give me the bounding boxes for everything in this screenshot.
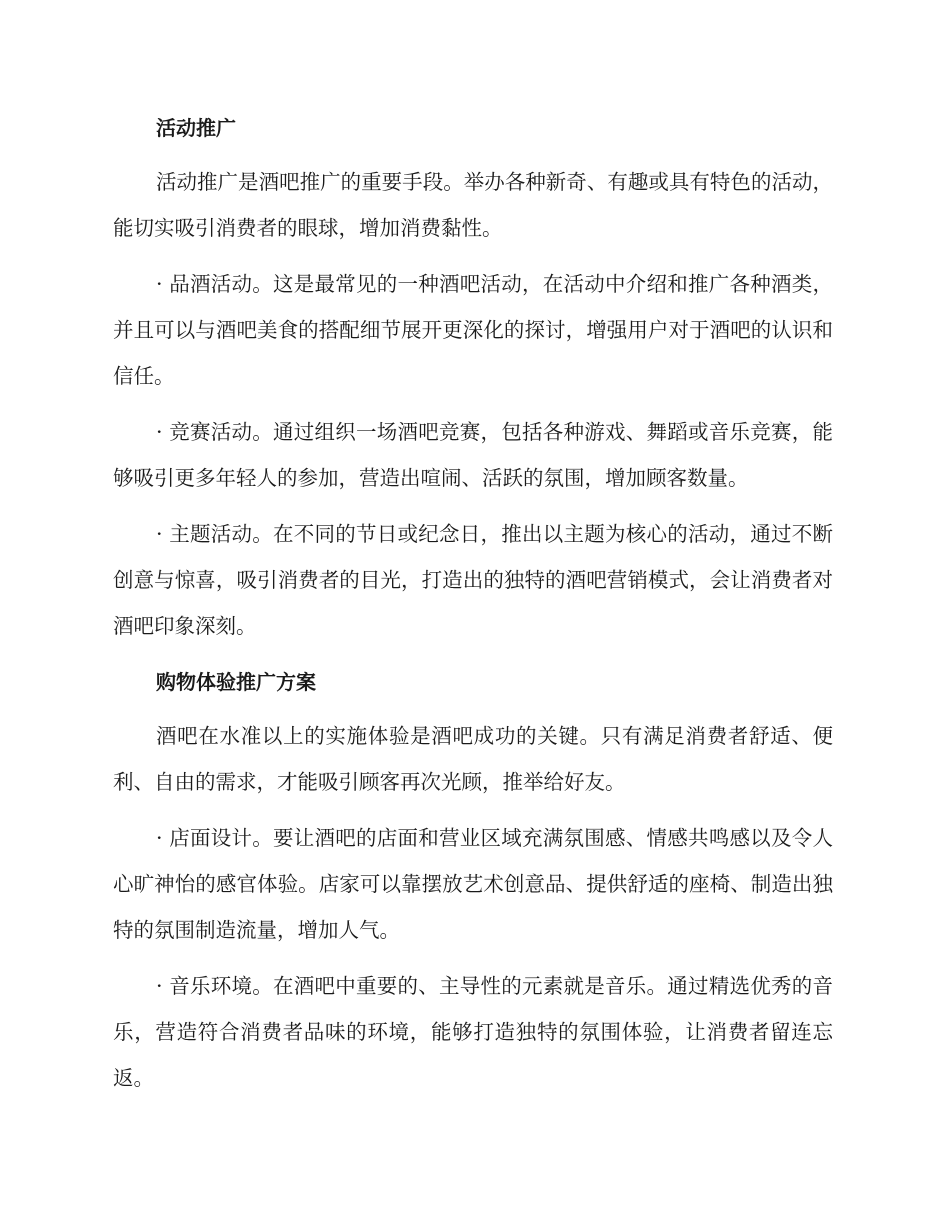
bullet-paragraph-wine-tasting: · 品酒活动。这是最常见的一种酒吧活动，在活动中介绍和推广各种酒类，并且可以与酒吧美食的搭配细节展开更深化的探讨，增强用户对于酒吧的认识和信任。 <box>113 272 833 388</box>
bullet-paragraph-music: · 音乐环境。在酒吧中重要的、主导性的元素就是音乐。通过精选优秀的音乐，营造符合消费者品味的环境，能够打造独特的氛围体验，让消费者留连忘返。 <box>113 974 833 1090</box>
bullet-paragraph-competition: · 竞赛活动。通过组织一场酒吧竞赛，包括各种游戏、舞蹈或音乐竞赛，能够吸引更多年轻人的参加，营造出喧闹、活跃的氛围，增加顾客数量。 <box>113 420 833 490</box>
document-body <box>113 105 833 1111</box>
paragraph: 酒吧在水准以上的实施体验是酒吧成功的关键。只有满足消费者舒适、便利、自由的需求，才能吸引顾客再次光顾，推举给好友。 <box>113 724 833 794</box>
section-heading-activity: 活动推广 <box>156 116 236 140</box>
bullet-paragraph-theme: · 主题活动。在不同的节日或纪念日，推出以主题为核心的活动，通过不断创意与惊喜，吸引消费者的目光，打造出的独特的酒吧营销模式，会让消费者对酒吧印象深刻。 <box>113 522 833 638</box>
paragraph: 活动推广是酒吧推广的重要手段。举办各种新奇、有趣或具有特色的活动，能切实吸引消费者的眼球，增加消费黏性。 <box>113 170 833 240</box>
section-heading-shopping-experience: 购物体验推广方案 <box>156 670 316 694</box>
bullet-paragraph-store-design: · 店面设计。要让酒吧的店面和营业区域充满氛围感、情感共鸣感以及令人心旷神怡的感官体验。店家可以靠摆放艺术创意品、提供舒适的座椅、制造出独特的氛围制造流量，增加人气。 <box>113 826 833 942</box>
